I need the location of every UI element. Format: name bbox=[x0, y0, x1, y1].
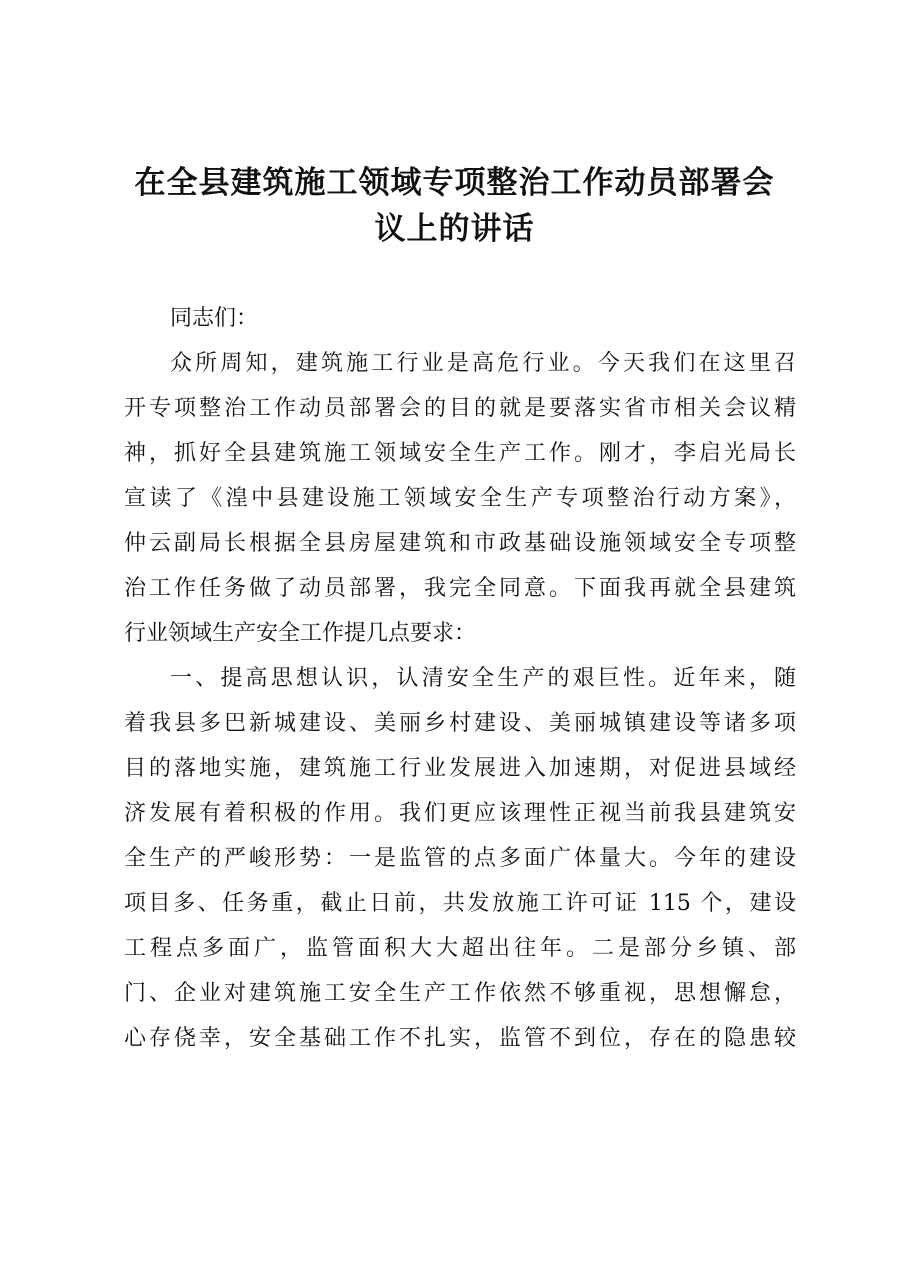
body-line: 神，抓好全县建筑施工领域安全生产工作。刚才，李启光局长 bbox=[124, 441, 796, 466]
body-line: 宣读了《湟中县建设施工领域安全生产专项整治行动方案》， bbox=[124, 486, 796, 511]
body-line: 众所周知，建筑施工行业是高危行业。今天我们在这里召 bbox=[170, 351, 796, 376]
salutation: 同志们： bbox=[170, 306, 259, 331]
body-line: 济发展有着积极的作用。我们更应该理性正视当前我县建筑安 bbox=[124, 801, 796, 826]
title-line: 在全县建筑施工领域专项整治工作动员部署会 bbox=[134, 165, 775, 201]
body-line: 治工作任务做了动员部署，我完全同意。下面我再就全县建筑 bbox=[124, 576, 796, 601]
body-line: 目的落地实施，建筑施工行业发展进入加速期，对促进县域经 bbox=[124, 756, 796, 781]
body-line: 项目多、任务重，截止日前，共发放施工许可证 115 个，建设 bbox=[124, 891, 796, 916]
body-line: 一、提高思想认识，认清安全生产的艰巨性。近年来，随 bbox=[170, 666, 796, 691]
body-line: 行业领域生产安全工作提几点要求： bbox=[124, 621, 477, 646]
title-line: 议上的讲话 bbox=[374, 211, 535, 247]
body-line: 门、企业对建筑施工安全生产工作依然不够重视，思想懈怠， bbox=[124, 981, 796, 1006]
body-line: 全生产的严峻形势：一是监管的点多面广体量大。今年的建设 bbox=[124, 846, 796, 871]
body-line: 仲云副局长根据全县房屋建筑和市政基础设施领域安全专项整 bbox=[124, 531, 796, 556]
body-line: 心存侥幸，安全基础工作不扎实，监管不到位，存在的隐患较 bbox=[124, 1026, 796, 1051]
body-line: 工程点多面广，监管面积大大超出往年。二是部分乡镇、部 bbox=[124, 936, 796, 961]
document-body bbox=[124, 296, 796, 1061]
document-title bbox=[100, 160, 809, 252]
body-line: 开专项整治工作动员部署会的目的就是要落实省市相关会议精 bbox=[124, 396, 796, 421]
body-line: 着我县多巴新城建设、美丽乡村建设、美丽城镇建设等诸多项 bbox=[124, 711, 796, 736]
